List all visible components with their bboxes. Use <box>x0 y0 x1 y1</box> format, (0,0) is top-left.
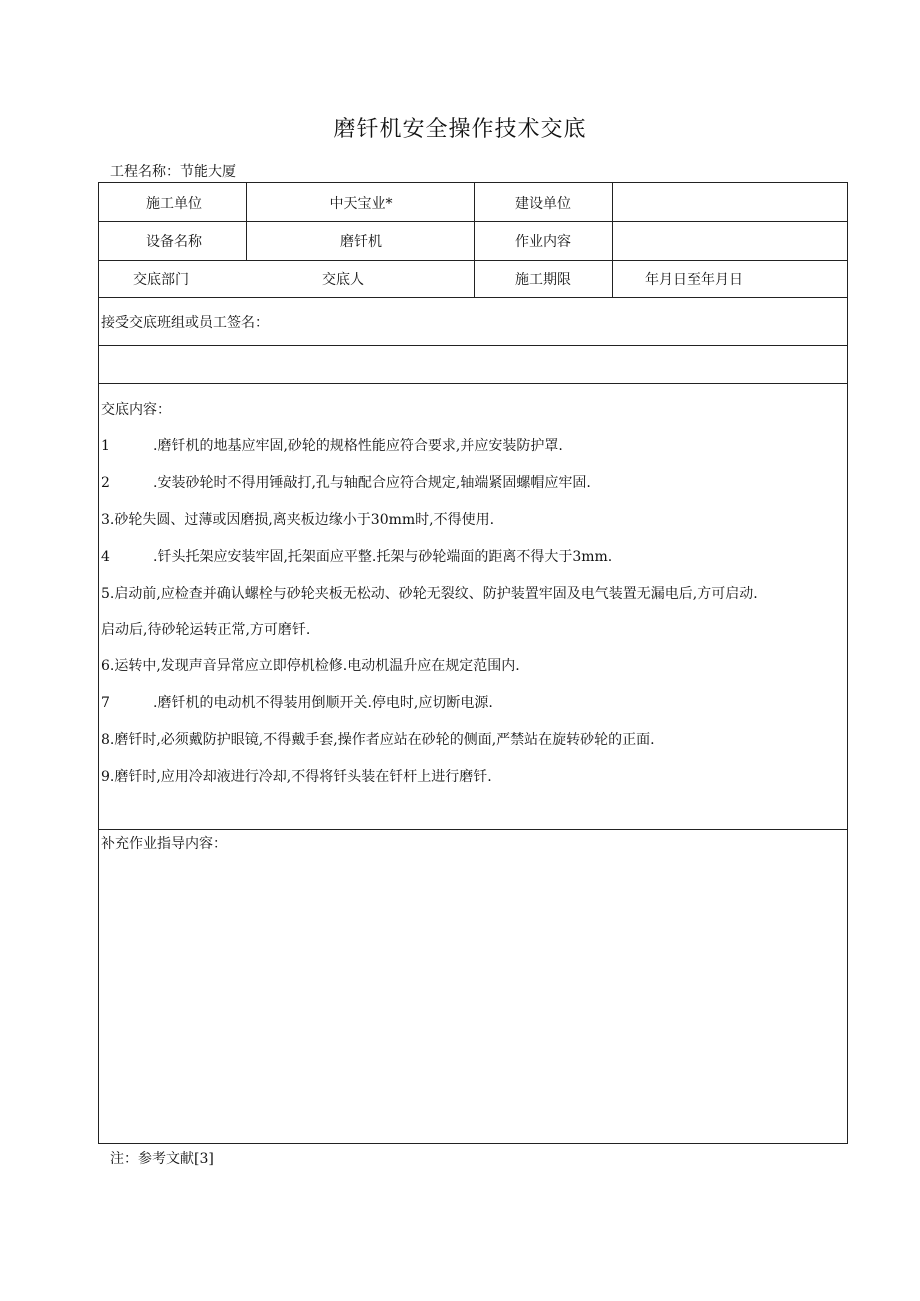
row-divider <box>99 383 847 384</box>
content-item: 4 .钎头托架应安装牢固,托架面应平整.托架与砂轮端面的距离不得大于3mm. <box>101 549 613 565</box>
column-divider <box>246 183 247 260</box>
row-divider <box>99 297 847 298</box>
disclosure-dept-label: 交底部门 <box>133 272 189 288</box>
row-divider <box>99 345 847 346</box>
column-divider <box>474 183 475 297</box>
owner-unit-label: 建设单位 <box>515 196 571 212</box>
row-divider <box>99 221 847 222</box>
column-divider <box>612 183 613 297</box>
content-item: 6.运转中,发现声音异常应立即停机检修.电动机温升应在规定范围内. <box>101 658 520 674</box>
row-divider <box>99 260 847 261</box>
reference-note: 注：参考文献[3] <box>110 1151 214 1167</box>
construction-period-value: 年月日至年月日 <box>645 272 743 288</box>
document-title: 磨钎机安全操作技术交底 <box>333 117 587 142</box>
supplement-label: 补充作业指导内容： <box>101 836 227 852</box>
construction-unit-label: 施工单位 <box>146 196 202 212</box>
disclosure-table <box>98 182 848 1144</box>
content-item: 5.启动前,应检查并确认螺栓与砂轮夹板无松动、砂轮无裂纹、防护装置牢固及电气装置无漏电后,方可启动. <box>101 586 758 602</box>
signature-label: 接受交底班组或员工签名： <box>101 315 269 331</box>
work-content-label: 作业内容 <box>515 234 571 250</box>
project-name: 工程名称：节能大厦 <box>110 164 236 180</box>
equipment-name-value: 磨钎机 <box>340 234 382 250</box>
content-item: 启动后,待砂轮运转正常,方可磨钎. <box>101 622 311 638</box>
content-label: 交底内容： <box>101 402 171 418</box>
content-item: 1 .磨钎机的地基应牢固,砂轮的规格性能应符合要求,并应安装防护罩. <box>101 438 563 454</box>
equipment-name-label: 设备名称 <box>146 234 202 250</box>
content-item: 2 .安装砂轮时不得用锤敲打,孔与轴配合应符合规定,轴端紧固螺帽应牢固. <box>101 475 591 491</box>
construction-unit-value: 中天宝业* <box>329 196 393 212</box>
discloser-label: 交底人 <box>322 272 364 288</box>
construction-period-label: 施工期限 <box>515 272 571 288</box>
content-item: 9.磨钎时,应用冷却液进行冷却,不得将钎头装在钎杆上进行磨钎. <box>101 769 492 785</box>
content-item: 7 .磨钎机的电动机不得装用倒顺开关.停电时,应切断电源. <box>101 695 493 711</box>
content-item: 3.砂轮失圆、过薄或因磨损,离夹板边缘小于30mm时,不得使用. <box>101 512 495 528</box>
row-divider <box>99 829 847 830</box>
content-item: 8.磨钎时,必须戴防护眼镜,不得戴手套,操作者应站在砂轮的侧面,严禁站在旋转砂轮的正面. <box>101 732 655 748</box>
